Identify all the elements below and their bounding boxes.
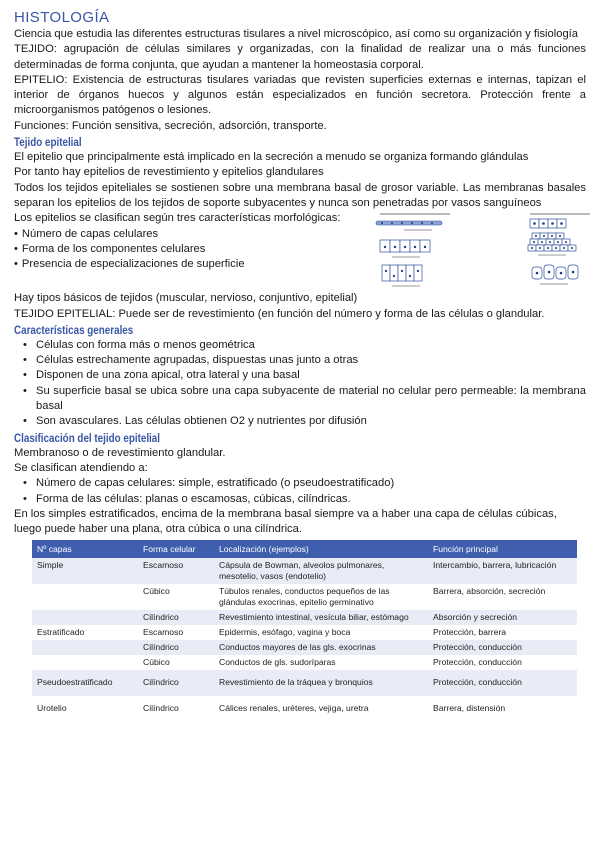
table-cell: Cilíndrico [138, 610, 214, 625]
epitelio-paragraph: EPITELIO: Existencia de estructuras tisulares variadas que revisten superficies externas e internas, tapizan el interior de órganos huecos y algunos están especializados en función secretora. Protección frente a microorganismos patógenos o lesiones. [14, 73, 586, 117]
morphology-list-block [14, 211, 359, 272]
table-cell [32, 655, 138, 670]
tejido-paragraph: TEJIDO: agrupación de células similares y organizadas, con la finalidad de realizar una o más funciones determinadas de forma conjunta, que ayudan a mantener la homeostasia corporal. [14, 43, 586, 71]
table-cell: Cilíndrico [138, 696, 214, 722]
table-cell: Cápsula de Bowman, alveolos pulmonares, mesotelio, vasos (endotelio) [214, 558, 428, 584]
funciones-paragraph: Funciones: Función sensitiva, secreción, adsorción, transporte. [14, 119, 327, 132]
table-cell: Conductos mayores de las gls. exocrinas [214, 640, 428, 655]
list-item: • Su superficie basal se ubica sobre una capa subyacente de material no celular pero permeable: la membrana basal [36, 384, 586, 415]
table-cell [32, 640, 138, 655]
classification-list [14, 476, 586, 507]
definition-paragraph: Ciencia que estudia las diferentes estructuras tisulares a nivel microscópico, así como su organización y fisiología [14, 28, 579, 40]
table-cell: Barrera, absorción, secreción [428, 584, 577, 610]
epithelium-types-illustration [374, 213, 600, 291]
table-row [32, 696, 577, 722]
morphology-features-list [14, 227, 359, 273]
table-cell [32, 610, 138, 625]
table-cell: Pseudoestratificado [32, 670, 138, 696]
table-cell: Revestimiento intestinal, vesícula biliar, estómago [214, 610, 428, 625]
epithelial-paragraph-3: Todos los tejidos epiteliales se sostienen sobre una membrana basal de grosor variable. Las membranas basales separan los epitelios de los tejidos de soporte subyacentes y nunca son penetradas por vasos sanguíneos [14, 181, 586, 209]
table-cell: Protección, barrera [428, 625, 577, 640]
list-item: • Forma de las células: planas o escamosas, cúbicas, cilíndricas. [36, 492, 586, 507]
table-cell: Barrera, distensión [428, 696, 577, 722]
table-cell: Cúbico [138, 655, 214, 670]
morphology-block [14, 211, 586, 291]
table-cell: Revestimiento de la tráquea y bronquios [214, 670, 428, 696]
table-cell: Conductos de gls. sudoríparas [214, 655, 428, 670]
list-item: • Número de capas celulares [14, 227, 359, 242]
epithelial-paragraph-1: El epitelio que principalmente está implicado en la secreción a menudo se organiza formando glándulas [14, 151, 529, 164]
heading-caracteristicas-generales: Características generales [14, 322, 134, 337]
epithelium-classification-table [32, 540, 577, 722]
heading-tejido-epitelial: Tejido epitelial [14, 135, 82, 150]
table-row [32, 558, 577, 584]
list-item: • Células estrechamente agrupadas, dispuestas unas junto a otras [36, 353, 586, 368]
characteristics-list [14, 338, 586, 430]
table-cell: Urotelio [32, 696, 138, 722]
list-item: • Número de capas celulares: simple, estratificado (o pseudoestratificado) [36, 476, 586, 491]
table-row [32, 640, 577, 655]
list-item: • Presencia de especializaciones de superficie [14, 257, 359, 272]
table-cell: Absorción y secreción [428, 610, 577, 625]
table-cell: Protección, conducción [428, 670, 577, 696]
table-cell: Cilíndrico [138, 670, 214, 696]
classification-paragraph-1: Membranoso o de revestimiento glandular. [14, 446, 226, 459]
epithelial-paragraph-2: Por tanto hay epitelios de revestimiento y epitelios glandulares [14, 166, 324, 179]
list-item: • Células con forma más o menos geométrica [36, 338, 586, 353]
table-row [32, 610, 577, 625]
epithelial-paragraph-5: Hay tipos básicos de tejidos (muscular, nervioso, conjuntivo, epitelial) [14, 292, 358, 305]
list-item: • Disponen de una zona apical, otra lateral y una basal [36, 368, 586, 383]
epithelial-paragraph-4: Los epitelios se clasifican según tres características morfológicas: [14, 212, 341, 225]
table-cell: Escamoso [138, 558, 214, 584]
table-cell: Protección, conducción [428, 655, 577, 670]
table-cell: Epidermis, esófago, vagina y boca [214, 625, 428, 640]
page-title: HISTOLOGÍA [14, 9, 110, 26]
classification-paragraph-2: Se clasifican atendiendo a: [14, 461, 148, 474]
table-row [32, 670, 577, 696]
table-cell: Cúbico [138, 584, 214, 610]
table-cell: Protección, conducción [428, 640, 577, 655]
table-cell [32, 584, 138, 610]
column-header: Nº capas [32, 540, 138, 558]
table-cell: Intercambio, barrera, lubricación [428, 558, 577, 584]
list-item: • Son avasculares. Las células obtienen O2 y nutrientes por difusión [36, 414, 586, 429]
table-cell: Cálices renales, uréteres, vejiga, uretra [214, 696, 428, 722]
table-header-row [32, 540, 577, 558]
table-row [32, 655, 577, 670]
epithelial-paragraph-6: TEJIDO EPITELIAL: Puede ser de revestimiento (en función del número y forma de las células o glandular. [14, 307, 545, 320]
column-header: Función principal [428, 540, 577, 558]
column-header: Localización (ejemplos) [214, 540, 428, 558]
table-cell: Simple [32, 558, 138, 584]
table-cell: Túbulos renales, conductos pequeños de las glándulas exocrinas, epitelio germinativo [214, 584, 428, 610]
classification-paragraph-3: En los simples estratificados, encima de la membrana basal siempre va a haber una capa de células cúbicas, luego puede haber una plana, otra cúbica o una cilíndrica. [14, 507, 557, 536]
table-row [32, 625, 577, 640]
table-cell: Cilíndrico [138, 640, 214, 655]
table-row [32, 584, 577, 610]
heading-clasificacion: Clasificación del tejido epitelial [14, 430, 161, 445]
table-cell: Escamoso [138, 625, 214, 640]
table-cell: Estratificado [32, 625, 138, 640]
column-header: Forma celular [138, 540, 214, 558]
list-item: • Forma de los componentes celulares [14, 242, 359, 257]
